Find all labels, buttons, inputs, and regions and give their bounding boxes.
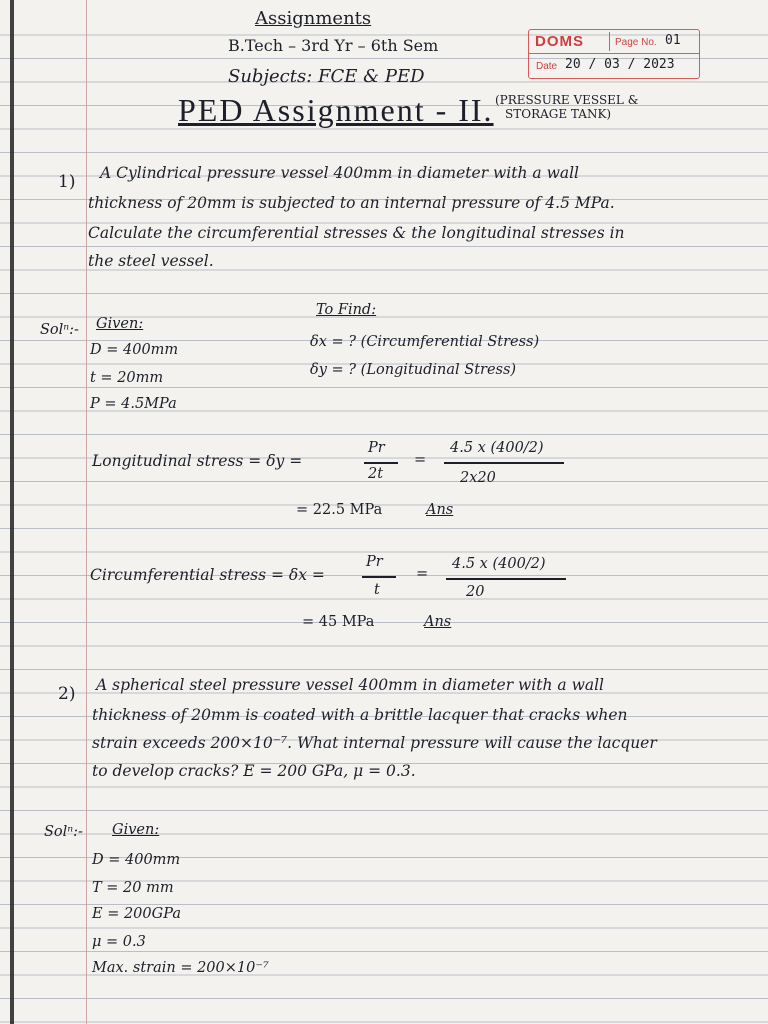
- margin-line: [86, 0, 87, 1024]
- circ-frac-line: [362, 576, 396, 578]
- date-value: 20 / 03 / 2023: [565, 57, 675, 72]
- page-no-label: Page No.: [615, 37, 657, 48]
- long-num: Pr: [368, 440, 385, 456]
- page-no-value: 01: [665, 33, 681, 48]
- long-frac-line: [364, 462, 398, 464]
- q2-line-2: thickness of 20mm is coated with a brittle lacquer that cracks when: [92, 706, 628, 724]
- q1-number: 1): [58, 172, 76, 192]
- long-eq: =: [414, 452, 427, 468]
- long-den: 2t: [368, 466, 384, 482]
- sol2-given-d: D = 400mm: [92, 852, 181, 868]
- circ-den: t: [374, 582, 380, 598]
- sol2-given-strain: Max. strain = 200×10⁻⁷: [92, 960, 269, 976]
- sol2-given-label: Given:: [112, 822, 160, 838]
- sol1-find-x: δx = ? (Circumferential Stress): [310, 334, 540, 350]
- page-binding-edge: [10, 0, 14, 1024]
- circ-eq: =: [416, 566, 429, 582]
- sol1-find-label: To Find:: [316, 302, 377, 318]
- doms-brand-logo: DOMS: [535, 33, 584, 50]
- q1-line-3: Calculate the circumferential stresses & the longitudinal stresses in: [88, 224, 625, 242]
- circ-calc-den: 20: [466, 584, 485, 600]
- q1-line-2: thickness of 20mm is subjected to an internal pressure of 4.5 MPa.: [88, 194, 615, 212]
- sol1-given-p: P = 4.5MPa: [90, 396, 177, 412]
- q2-number: 2): [58, 684, 76, 704]
- q2-line-3: strain exceeds 200×10⁻⁷. What internal pressure will cause the lacquer: [92, 734, 657, 752]
- circ-calc-num: 4.5 x (400/2): [452, 556, 546, 572]
- long-calc-num: 4.5 x (400/2): [450, 440, 544, 456]
- sol1-given-t: t = 20mm: [90, 370, 164, 386]
- long-calc-den: 2x20: [460, 470, 496, 486]
- course-line: B.Tech – 3rd Yr – 6th Sem: [228, 36, 439, 55]
- sol2-given-mu: μ = 0.3: [92, 934, 146, 950]
- stamp-hline: [529, 53, 699, 54]
- sol1-find-y: δy = ? (Longitudinal Stress): [310, 362, 517, 378]
- circ-result: = 45 MPa: [302, 614, 375, 630]
- long-ans: Ans: [426, 502, 454, 518]
- sol2-label: Solⁿ:-: [44, 824, 83, 840]
- q1-line-1: A Cylindrical pressure vessel 400mm in diameter with a wall: [100, 164, 579, 182]
- sol1-label: Solⁿ:-: [40, 322, 79, 338]
- circ-num: Pr: [366, 554, 383, 570]
- sol2-given-t: T = 20 mm: [92, 880, 174, 896]
- sol1-given-label: Given:: [96, 316, 144, 332]
- long-calc-frac-line: [444, 462, 564, 464]
- circ-ans: Ans: [424, 614, 452, 630]
- subjects-line: Subjects: FCE & PED: [228, 66, 425, 87]
- stamp-divider: [609, 32, 610, 51]
- circ-calc-frac-line: [446, 578, 566, 580]
- heading-assignments: Assignments: [255, 8, 372, 29]
- circ-stress-label: Circumferential stress = δx =: [90, 566, 325, 584]
- sol2-given-e: E = 200GPa: [92, 906, 181, 922]
- q2-line-1: A spherical steel pressure vessel 400mm in diameter with a wall: [96, 676, 604, 694]
- doms-page-stamp: [528, 29, 700, 79]
- date-label: Date: [536, 61, 558, 72]
- sol1-given-d: D = 400mm: [90, 342, 179, 358]
- q2-line-4: to develop cracks? E = 200 GPa, μ = 0.3.: [92, 762, 416, 780]
- long-stress-label: Longitudinal stress = δy =: [92, 452, 303, 470]
- topic-line-1: (PRESSURE VESSEL &: [495, 93, 639, 107]
- q1-line-4: the steel vessel.: [88, 252, 214, 270]
- assignment-title: PED Assignment - II.: [178, 92, 494, 128]
- topic-line-2: STORAGE TANK): [505, 107, 612, 121]
- long-result: = 22.5 MPa: [296, 502, 383, 518]
